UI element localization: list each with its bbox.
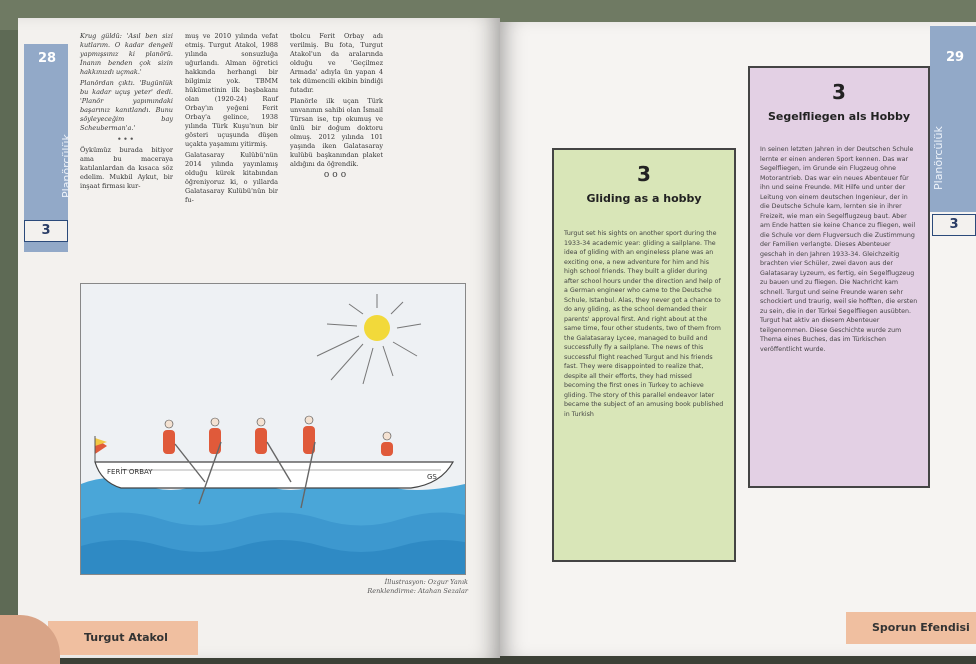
article-column-3 bbox=[290, 32, 383, 207]
left-chapter-number: 3 bbox=[24, 220, 68, 242]
box-body: Turgut set his sights on another sport during the 1933-34 academic year: gliding a sailplane. The idea of gliding with an engineless plane was an exciting one, a new adventure for him and his high school friends. They built a glider during after school hours under the direction and help of a German engineer who came to the Deutsche Schule, Istanbul. Alas, they never got a chance to do any gliding, as the school demanded their parents' approval first. And right about at the same time, four other students, two of them from the Galatasaray Lycee, managed to build and successfully fly a sailplane. The news of this successful flight reached Turgut and his friends fast. They were disappointed to realize that, despite all their efforts, they had missed becoming the first ones in Turkey to achieve gliding. The story of this parallel endeavor later became the subject of an amusing book published in Turkish bbox=[564, 230, 724, 418]
illustration-caption bbox=[318, 578, 468, 596]
right-page-number: 29 bbox=[946, 50, 965, 65]
article-column-2 bbox=[185, 32, 278, 207]
rowing-illustration-svg bbox=[81, 284, 465, 574]
right-chapter-number: 3 bbox=[932, 214, 976, 236]
box-number: 3 bbox=[832, 80, 846, 104]
end-mark: ooo bbox=[323, 170, 350, 180]
boat-name-text: FERİT ORBAY bbox=[107, 468, 153, 476]
left-page bbox=[18, 18, 500, 658]
left-page-number: 28 bbox=[38, 51, 57, 66]
box-body: In seinen letzten Jahren in der Deutschen Schule lernte er einen anderen Sport kennen. Das war Segelfliegen, im Grunde ein Flugzeug ohne Motorantrieb. Das war ein neues Abenteuer für ihn und seine Freunde. Mit Hilfe und unter der Leitung von einem deutschen Ingenieur, der in die Deutsche Schule kam, lernten sie in ihrer Freizeit, wie man ein Segelflugzeug baut. Aber am Ende hatten sie keine Chance zu fliegen, weil die Schule vor dem Flugversuch die Zustimmung der Familien verlangte. Dieses Abenteuer geschah in den Jahren 1933-34. Gleichzeitig brachten vier Schüler, zwei davon aus der Galatasaray Lyzeum, es fertig, ein Segelflugzeug zu bauen und zu fliegen. Die Nachricht kam schnell. Turgut und seine Freunde waren sehr schockiert und traurig, weil sie hofften, die ersten zu sein, die in der Türkei Segelfliegen ausübten. Turgut hat aktiv an diesem Abenteuer teilgenommen. Diese Geschichte wurde zum Thema eines Buches, das im Türkischen veröffentlicht wurde. bbox=[760, 146, 918, 353]
box-title: Gliding as a hobby bbox=[586, 192, 702, 205]
paragraph: Krug güldü: 'Asıl ben sizi kutlarım. O kadar dengeli yapmışsınız ki planörü. İnanın benden çok sizin hakkınızdı uçmak.' bbox=[80, 32, 173, 76]
left-side-label: Planörcülük bbox=[60, 134, 73, 198]
article-columns bbox=[80, 32, 383, 207]
paragraph: Planördan çıktı. 'Bugünlük bu kadar uçuş yeter' dedi. 'Planör yapımındaki başarınız kanıtlandı. Bunu söyleyeceğim bay Scheuberman'a.' bbox=[80, 79, 173, 132]
caption-line: İllustrasyon: Ozgur Yanık bbox=[384, 578, 468, 586]
paragraph: Planörle ilk uçan Türk unvanının sahibi olan İsmail Türsan ise, tıp okumuş ve ünlü bir doğum doktoru olmuş. 2012 yılında 101 yaşında iken Galatasaray kulübü başkanından plaket aldığını da öğrendik. bbox=[290, 97, 383, 168]
right-side-label: Planörcülük bbox=[932, 126, 945, 190]
article-column-1 bbox=[80, 32, 173, 207]
left-side-tab-strip bbox=[24, 242, 68, 252]
german-text-box bbox=[748, 66, 930, 488]
box-title: Segelfliegen als Hobby bbox=[767, 110, 911, 123]
paragraph: muş ve 2010 yılında vefat etmiş. Turgut Atakol, 1988 yılında sonsuzluğa uğurlandı. Alman öğretici hakkında herhangi bir bilgimiz yok. TBMM hükümetinin ilk başbakanı olan (1920-24) Rauf Orbay'ın yeğeni Ferit Orbay'a gelince, 1938 yılında Türk Kuşu'nun bir gösteri uçuşunda düşen uçakta yaşamını yitirmiş. bbox=[185, 32, 278, 148]
boat-mark-text: GS bbox=[427, 473, 437, 481]
waves bbox=[81, 478, 465, 574]
paragraph: Öykümüz burada bitiyor ama bu maceraya katılanlardan da kısaca söz edelim. Mukbil Aykut, bir inşaat firması kur- bbox=[80, 146, 173, 190]
rowing-illustration bbox=[80, 283, 466, 575]
paragraph: tbolcu Ferit Orbay adı verilmiş. Bu fota, Turgut Atakol'un da aralarında olduğu ve 'Geçilmez Armada' adıyla ün yapan 4 tek dümencili ekibin bindiği futadır. bbox=[290, 32, 383, 94]
right-footer-text: Sporun Efendisi bbox=[872, 621, 970, 634]
english-text-box bbox=[552, 148, 736, 562]
paragraph: Galatasaray Kulübü'nün 2014 yılında yayınlamış olduğu kürek kitabından öğreniyoruz ki, o yıllarda Galatasaray Kulübü'nün bir fu- bbox=[185, 151, 278, 204]
right-footer bbox=[846, 612, 976, 644]
right-page bbox=[500, 22, 976, 656]
left-footer bbox=[48, 621, 198, 655]
left-footer-text: Turgut Atakol bbox=[84, 631, 168, 644]
caption-line: Renklendirme: Atahan Sezalar bbox=[367, 587, 468, 595]
box-number: 3 bbox=[637, 162, 651, 186]
section-divider: ••• bbox=[117, 135, 136, 143]
